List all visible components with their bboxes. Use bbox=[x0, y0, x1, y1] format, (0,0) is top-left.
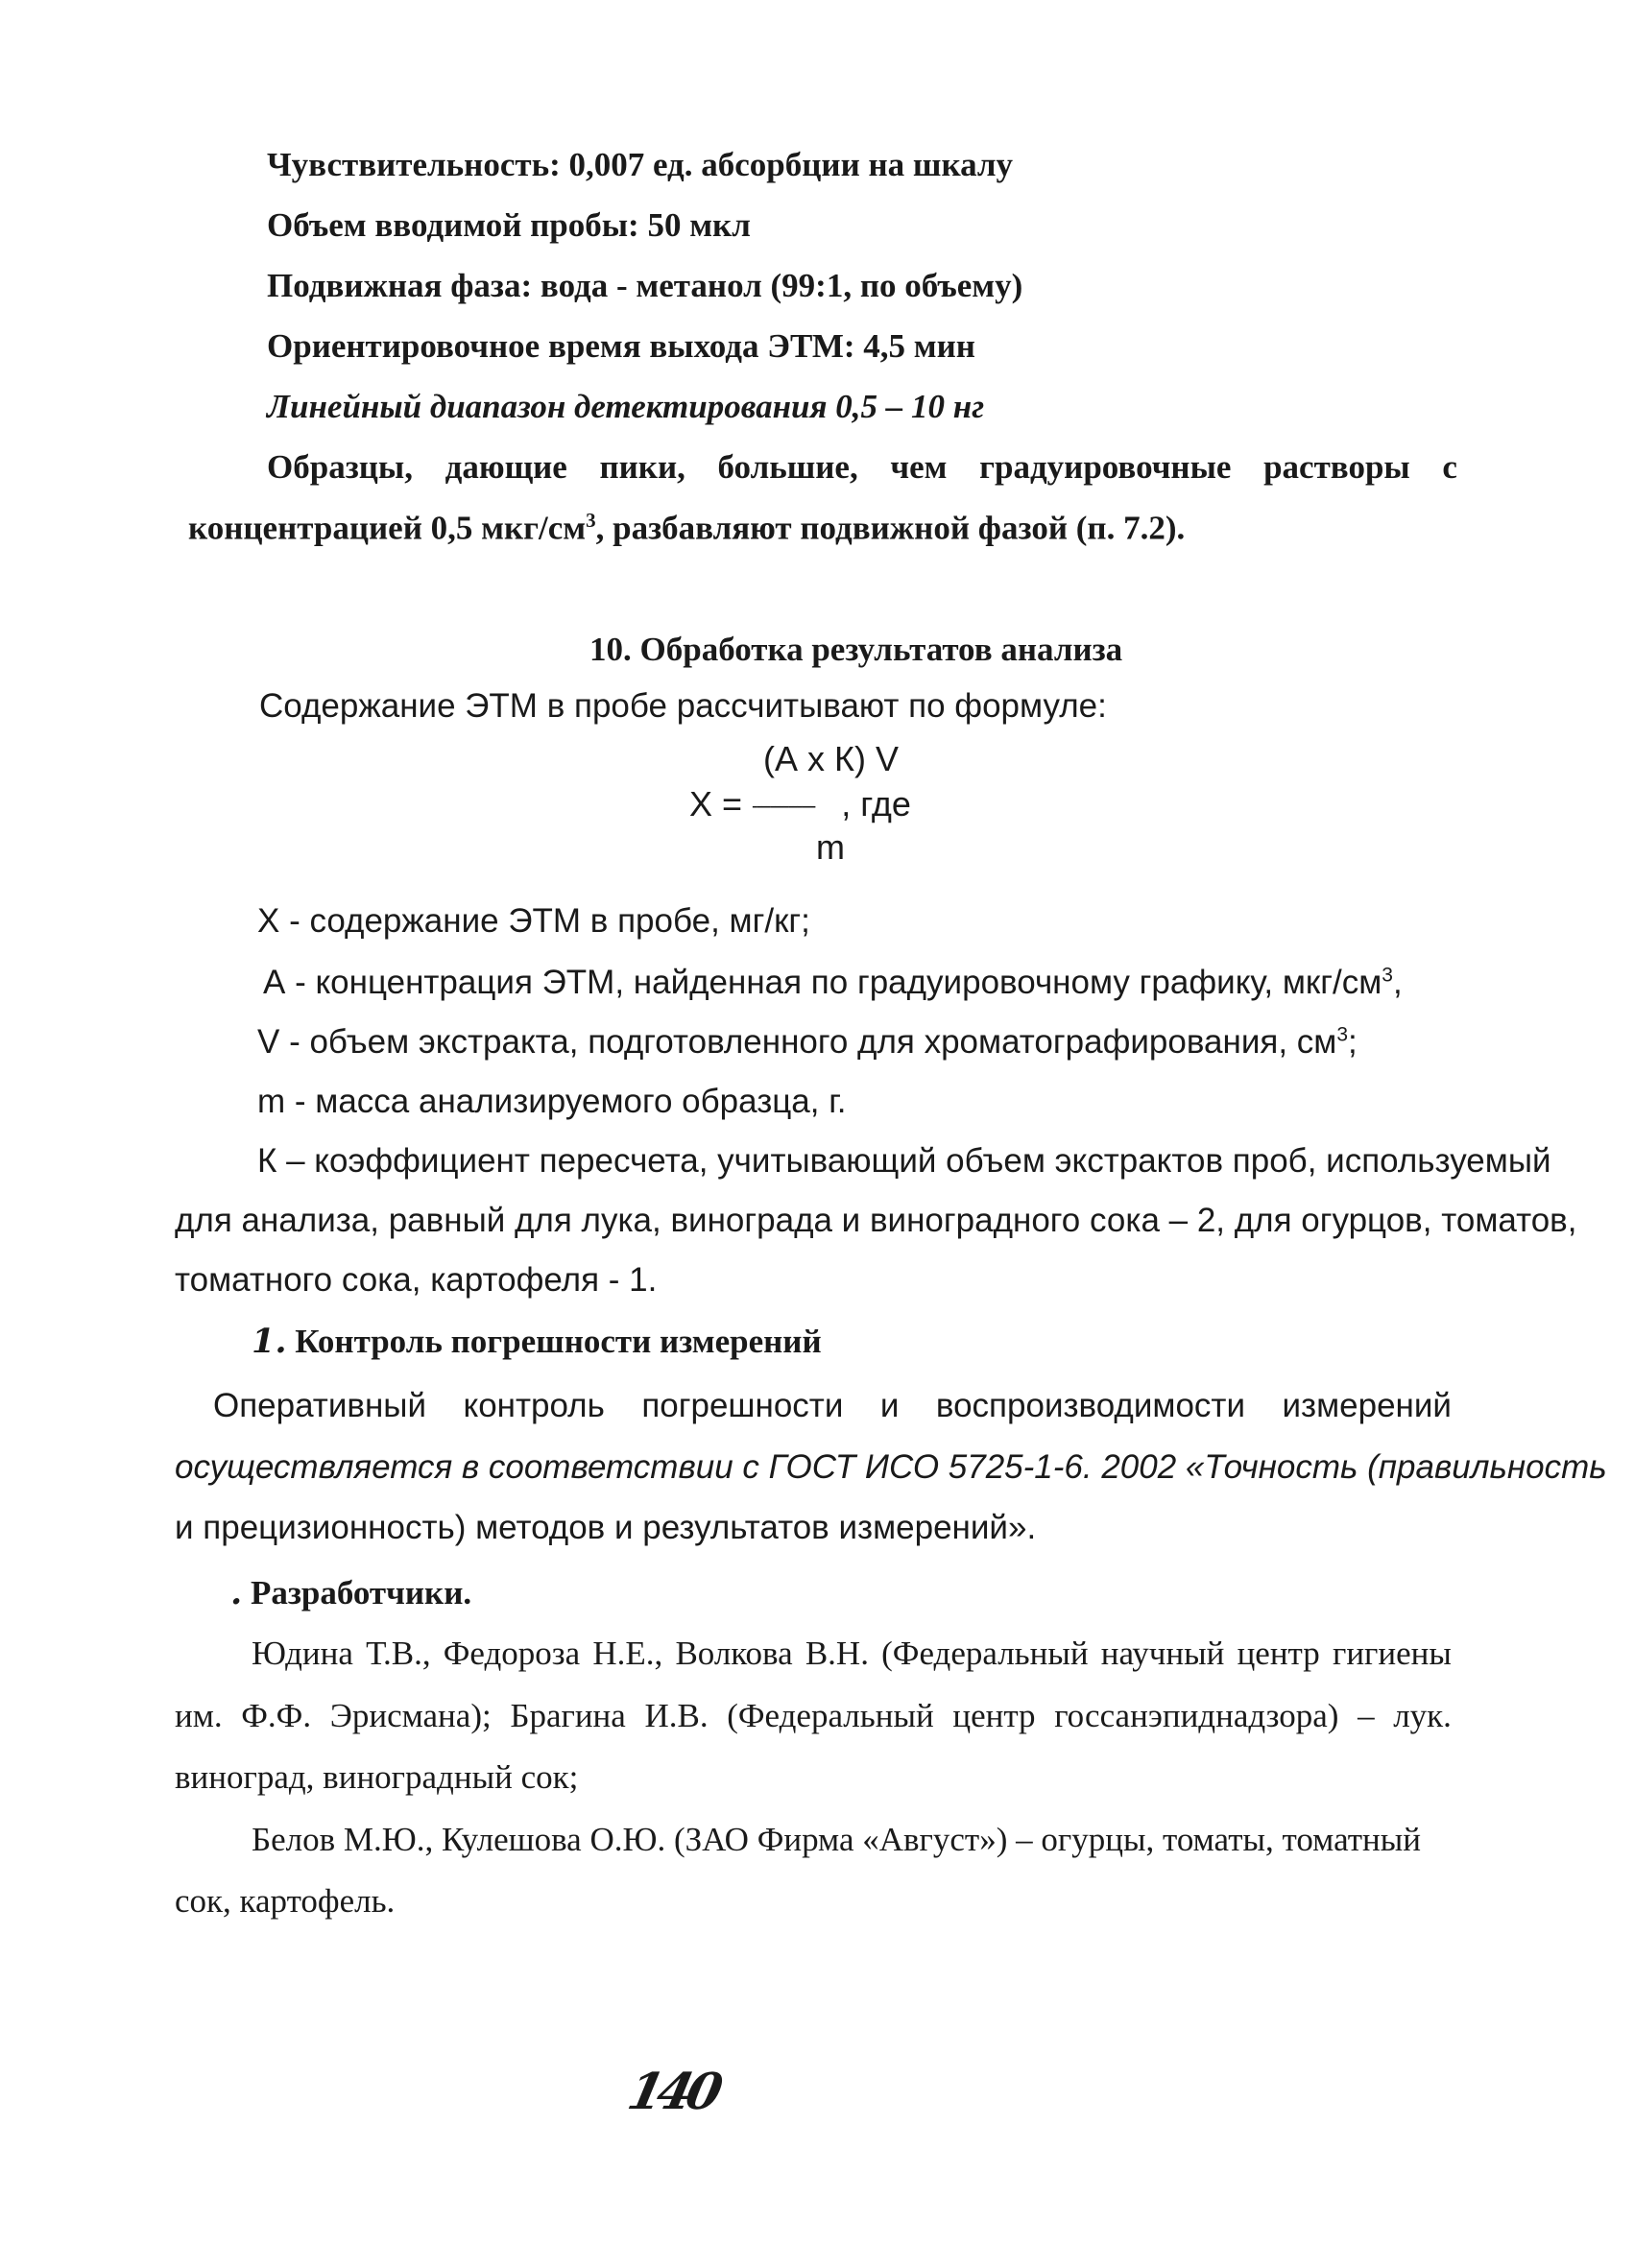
superscript: 3 bbox=[1336, 1023, 1349, 1046]
word: растворы bbox=[1263, 448, 1410, 486]
definition-m: m - масса анализируемого образца, г. bbox=[257, 1083, 847, 1120]
developers-1-line-2 bbox=[175, 1697, 1452, 1735]
retention-time-line: Ориентировочное время выхода ЭТМ: 4,5 мин bbox=[267, 327, 975, 365]
word: Брагина bbox=[510, 1697, 626, 1734]
section-12-heading bbox=[230, 1574, 471, 1612]
formula-denominator: m bbox=[816, 827, 845, 867]
word: Образцы, bbox=[267, 448, 413, 486]
section-11-heading bbox=[252, 1323, 822, 1361]
word: Н.Е., bbox=[592, 1635, 663, 1672]
word: измерений bbox=[1282, 1387, 1452, 1424]
section-11-title: Контроль погрешности измерений bbox=[286, 1323, 822, 1360]
dilution-line-2 bbox=[188, 509, 1185, 548]
formula-fraction-bar: -------------- bbox=[752, 795, 815, 817]
mobile-phase-line: Подвижная фаза: вода - метанол (99:1, по объему) bbox=[267, 267, 1023, 304]
word: (Федеральный bbox=[727, 1697, 934, 1734]
dilution-text: , разбавляют подвижной фазой (п. 7.2). bbox=[595, 509, 1186, 547]
word: гигиены bbox=[1332, 1635, 1452, 1672]
word: Ф.Ф. bbox=[241, 1697, 312, 1734]
dilution-line-1 bbox=[267, 448, 1457, 487]
word: и bbox=[879, 1387, 900, 1424]
formula-intro: Содержание ЭТМ в пробе рассчитывают по формуле: bbox=[259, 687, 1107, 725]
word: Федороза bbox=[443, 1635, 581, 1672]
word: И.В. bbox=[644, 1697, 709, 1734]
word: большие, bbox=[717, 448, 858, 486]
definition-a-text: А - концентрация ЭТМ, найденная по градуировочному графику, мкг/см bbox=[263, 964, 1382, 1001]
definition-v-text: ; bbox=[1348, 1023, 1358, 1061]
word: госсанэпиднадзора) bbox=[1054, 1697, 1339, 1734]
word: с bbox=[1442, 448, 1457, 486]
section-11-text: осуществляется в соответствии с ГОСТ ИСО 5725-1-6. 2002 «Точность (правильность bbox=[175, 1448, 1607, 1486]
definition-a bbox=[263, 964, 1403, 1002]
word: центр bbox=[1237, 1635, 1320, 1672]
word: контроль bbox=[463, 1387, 605, 1424]
formula-numerator: (А х К) V bbox=[763, 739, 899, 778]
superscript: 3 bbox=[1382, 964, 1393, 987]
page-number: 140 bbox=[622, 2063, 723, 2121]
word: дающие bbox=[445, 448, 567, 486]
word: научный bbox=[1100, 1635, 1225, 1672]
definition-x: Х - содержание ЭТМ в пробе, мг/кг; bbox=[257, 902, 810, 940]
superscript: 3 bbox=[586, 509, 596, 532]
word: – bbox=[1358, 1697, 1375, 1734]
word: Волкова bbox=[675, 1635, 793, 1672]
definition-k-line-2: для анализа, равный для лука, винограда и виноградного сока – 2, для огурцов, томатов, bbox=[175, 1202, 1577, 1239]
developers-1-line-3: виноград, виноградный сок; bbox=[175, 1758, 579, 1796]
section-12-title: Разработчики. bbox=[242, 1574, 472, 1611]
word: чем bbox=[890, 448, 948, 486]
word: центр bbox=[952, 1697, 1036, 1734]
word: Т.В., bbox=[366, 1635, 431, 1672]
section-11-line-1 bbox=[213, 1387, 1452, 1425]
section-11-line-3: и прецизионность) методов и результатов измерений». bbox=[175, 1509, 1037, 1546]
volume-line: Объем вводимой пробы: 50 мкл bbox=[267, 206, 751, 244]
definition-k-line-3: томатного сока, картофеля - 1. bbox=[175, 1261, 658, 1299]
definition-a-text: , bbox=[1392, 964, 1403, 1001]
dilution-text: концентрацией 0,5 мкг/см bbox=[188, 509, 587, 547]
word: В.Н. bbox=[805, 1635, 869, 1672]
word: Оперативный bbox=[213, 1387, 427, 1424]
definition-v-text: V - объем экстракта, подготовленного для хроматографирования, см bbox=[257, 1023, 1337, 1061]
formula-where: , где bbox=[841, 784, 911, 824]
word: пики, bbox=[599, 448, 685, 486]
sensitivity-line: Чувствительность: 0,007 ед. абсорбции на шкалу bbox=[267, 146, 1014, 183]
word: им. bbox=[175, 1697, 223, 1734]
section-10-title: 10. Обработка результатов анализа bbox=[589, 631, 1123, 668]
definition-v bbox=[257, 1023, 1358, 1062]
definition-k-line-1: К – коэффициент пересчета, учитывающий объем экстрактов проб, используемый bbox=[257, 1142, 1551, 1180]
word: лук. bbox=[1393, 1697, 1452, 1734]
word: (Федеральный bbox=[881, 1635, 1089, 1672]
developers-2-line-1: Белов М.Ю., Кулешова О.Ю. (ЗАО Фирма «Август») – огурцы, томаты, томатный bbox=[252, 1821, 1421, 1858]
word: Эрисмана); bbox=[329, 1697, 492, 1734]
developers-1-line-1 bbox=[252, 1635, 1452, 1673]
developers-2-line-2: сок, картофель. bbox=[175, 1882, 396, 1920]
handwritten-section-number: 1. bbox=[252, 1322, 287, 1361]
word: погрешности bbox=[641, 1387, 844, 1424]
formula-main-row bbox=[689, 784, 911, 824]
formula-lhs: Х = bbox=[689, 784, 753, 824]
word: Юдина bbox=[252, 1635, 353, 1672]
word: градуировочные bbox=[979, 448, 1232, 486]
handwritten-section-number: . bbox=[230, 1573, 243, 1612]
linear-range-line: Линейный диапазон детектирования 0,5 – 10 нг bbox=[267, 388, 985, 425]
word: воспроизводимости bbox=[935, 1387, 1246, 1424]
section-11-line-2 bbox=[175, 1448, 1607, 1487]
